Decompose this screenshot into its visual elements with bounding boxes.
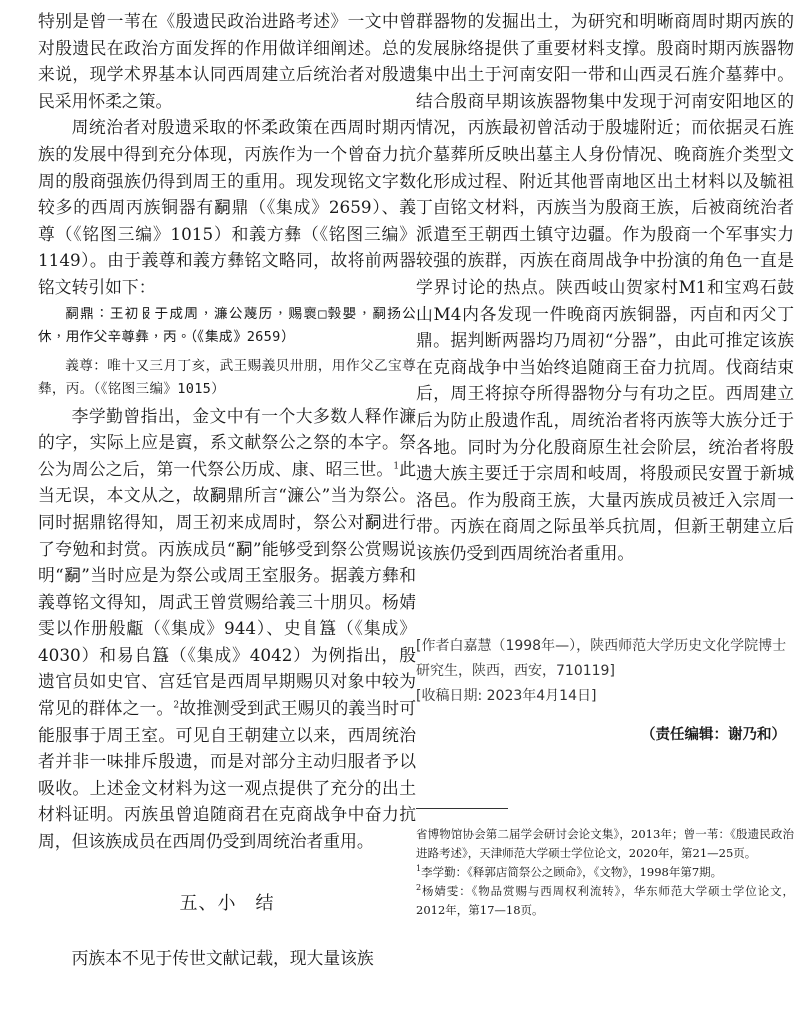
author-line: [作者白嘉慧（1998年—），陕西师范大学历史文化学院博士研究生，陕西，西安，710119] [416, 638, 787, 680]
received-date: [收稿日期: 2023年4月14日] [416, 688, 597, 705]
editor-credit: （责任编辑：谢乃和） [641, 727, 786, 744]
paragraph: 丙族本不见于传世文献记载，现大量该族 [71, 947, 374, 968]
footnote: $^1$李学勤：《释郭店简祭公之顾命》，《文物》，1998年第7期。 [416, 864, 723, 880]
paragraph: 群器物的发掘出土，为研究和明晰商周时期丙族的发展脉络提供了重要材料支撑。殷商时期丙族器物集中出土于河南安阳一带和山西灵石旌介墓葬中。结合殷商早期该族器物集中发现于河南安阳地区的情况，丙族最初曾活动于殷墟附近；而依据灵石旌介墓葬所反映出墓主人身份情况、晚商旌介类型文化形成过程、附近其他晋南地区出土材料以及毓祖丁卣铭文材料，丙族当为殷商王族，后被商统治者派遣至王朝西土镇守边疆。作为殷商一个军事实力较强的族群，丙族在商周战争中扮演的角色一直是学界讨论的热点。陕西岐山贺家村M1和宝鸡石鼓山M4内各发现一件晚商丙族铜器，丙卣和丙父丁鼎。据判断两器均乃周初“分器”，由此可推定该族在克商战争中当始终追随商王奋力抗周。伐商结束后，周王将掠夺所得器物分与有功之臣。西周建立后为防止殷遗作乱，周统治者将丙族等大族分迁于各地。同时为分化殷商原生社会阶层，统治者将殷遗大族主要迁于宗周和岐周，将殷顽民安置于新城洛邑。作为殷商王族，大量丙族成员被迁入宗周一带。丙族在商周之际虽举兵抗周，但新王朝建立后该族仍受到西周统治者重用。 [416, 11, 794, 563]
footnote-marker[interactable]: 1 [393, 461, 400, 472]
footnote-marker[interactable]: 2 [173, 700, 180, 711]
section-heading: 五、小 结 [179, 892, 275, 914]
left-column [38, 8, 416, 971]
paragraph: 特别是曾一苇在《殷遗民政治进路考述》一文中曾对殷遗民在政治方面发挥的作用做详细阐述。总的来说，现学术界基本认同西周建立后统治者对殷遗民采用怀柔之策。 [38, 11, 416, 111]
footnote: $^2$杨婧雯：《物品赏赐与西周权利流转》，华东师范大学硕士学位论文，2012年，第17—18页。 [416, 883, 794, 918]
author-info [416, 634, 794, 709]
paragraph: 周统治者对殷遗采取的怀柔政策在西周时期丙族的发展中得到充分体现，丙族作为一个曾奋力抗周的殷商强族仍得到周王的重用。现发现铭文字数较多的西周丙族铜器有𤔲鼎（《集成》2659）、義尊（《铭图三编》1015）和義方彝（《铭图三编》1149）。由于義尊和義方彝铭文略同，故将前两器铭文转引如下： [38, 117, 416, 297]
inscription-quote: 義尊：唯十又三月丁亥，武王赐義贝卅朋，用作父乙宝尊彝，丙。（《铭图三编》1015） [38, 357, 416, 397]
footnote-divider [416, 808, 508, 809]
footnote: 省博物馆协会第二届学会研讨会论文集》，2013年；曾一苇：《殷遗民政治进路考述》，天津师范大学硕士学位论文，2020年，第21—25页。 [416, 827, 794, 861]
inscription-quote: 𤔲鼎：王初𠬝于成周，濂公蔑历，赐褱□㝅嬰，𤔲扬公休，用作父辛尊彝，丙。（《集成》2659） [38, 305, 416, 345]
right-column [416, 8, 794, 920]
paragraph: 李学勤曾指出，金文中有一个大多数人释作濂的字，实际上应是賨，系文献祭公之祭的本字。祭公为周公之后，第一代祭公历成、康、昭三世。$^1$此当无误，本文从之，故𤔲鼎所言“濂公”当为祭公。同时据鼎铭得知，周王初来成周时，祭公对𤔲进行了夸勉和封赏。丙族成员“𤔲”能够受到祭公赏赐说明“𤔲”当时应是为祭公或周王室服务。据義方彝和義尊铭文得知，周武王曾赏赐给義三十朋贝。杨婧雯以作册般甗（《集成》944）、史𨸏簋（《集成》4030）和易𠂤簋（《集成》4042）为例指出，殷遗官员如史官、宫廷官是西周早期赐贝对象中较为常见的群体之一。$^2$故推测受到武王赐贝的義当时可能服事于周王室。可见自王朝建立以来，西周统治者并非一味排斥殷遗，而是对部分主动归服者予以吸收。上述金文材料为这一观点提供了充分的出土材料证明。丙族虽曾追随商君在克商战争中奋力抗周，但该族成员在西周仍受到周统治者重用。 [38, 405, 416, 852]
